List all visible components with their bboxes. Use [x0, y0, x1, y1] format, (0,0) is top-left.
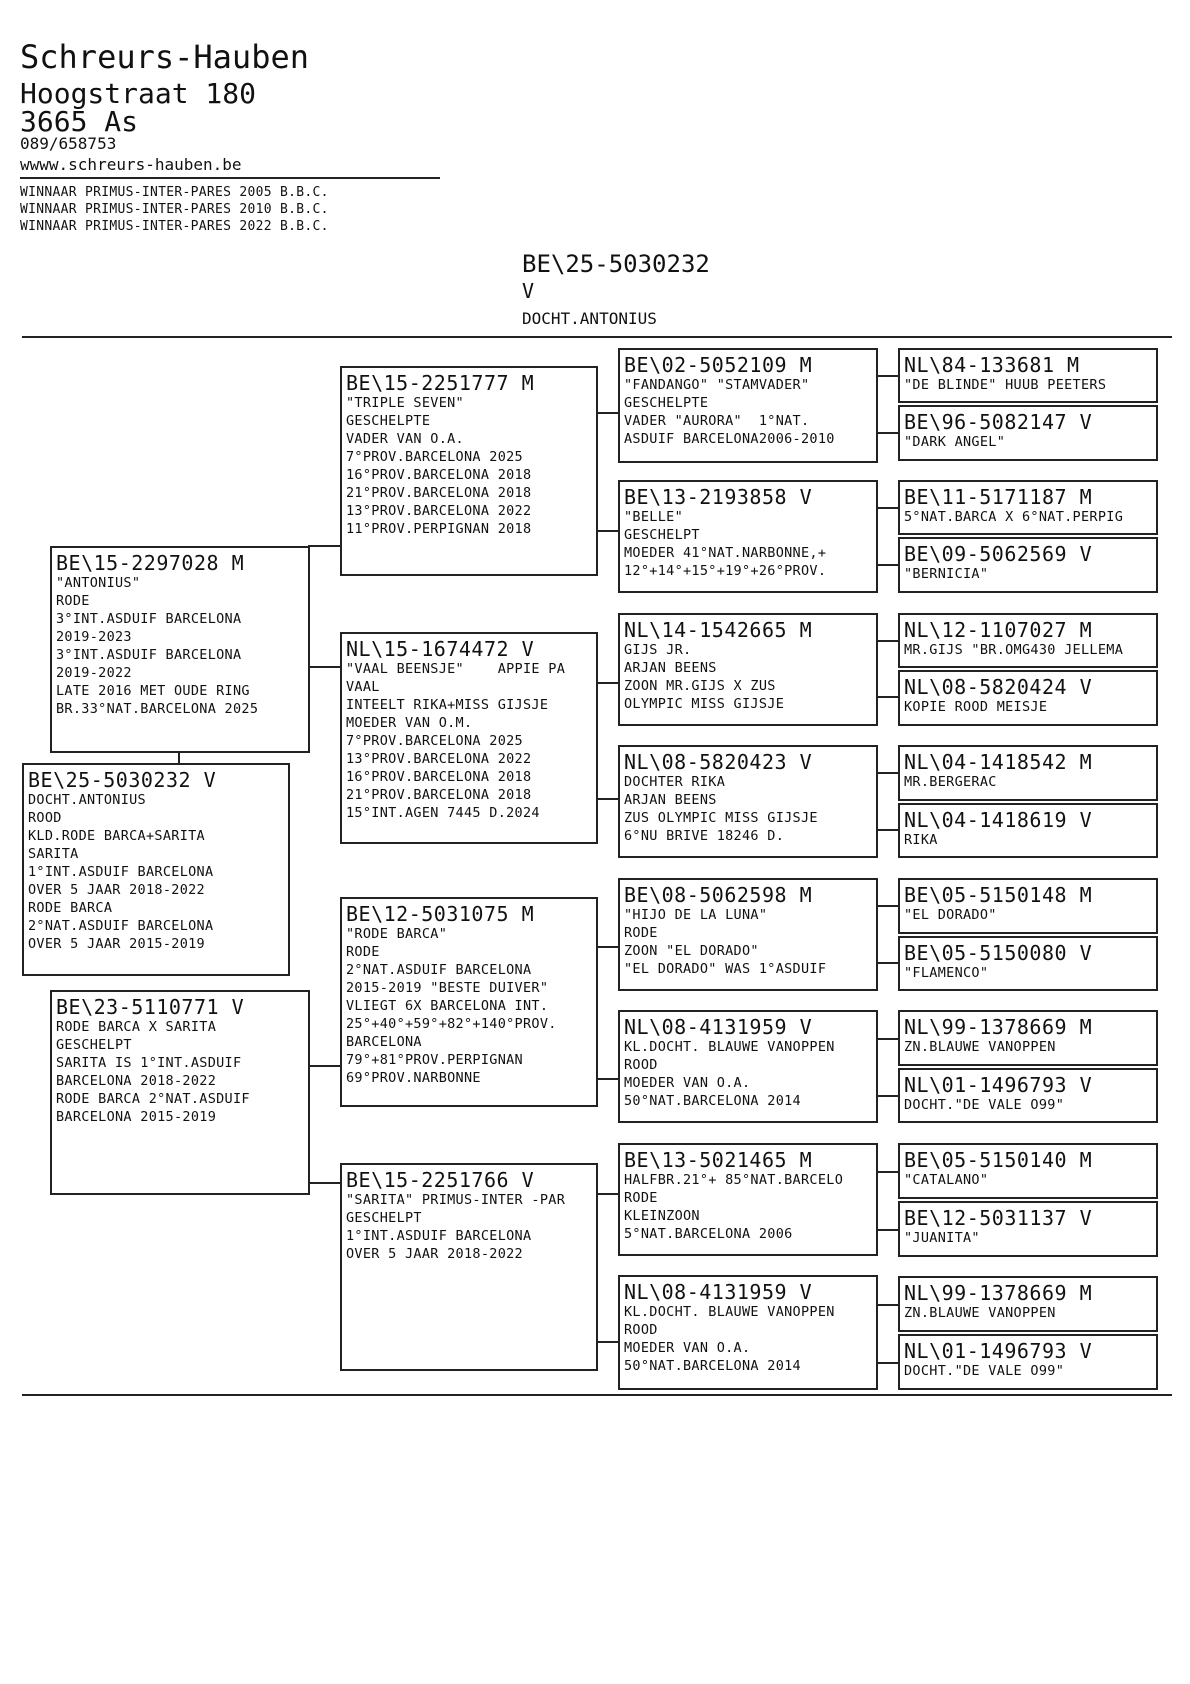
- connector-line: [308, 545, 340, 547]
- connector-line: [308, 1065, 340, 1067]
- bird-details: HALFBR.21°+ 85°NAT.BARCELO RODE KLEINZOON 5°NAT.BARCELONA 2006: [624, 1172, 844, 1242]
- ring-number: NL\08-4131959 V: [624, 1015, 813, 1039]
- ring-number: BE\08-5062598 M: [624, 883, 813, 907]
- bird-details: 5°NAT.BARCA X 6°NAT.PERPIG: [904, 509, 1124, 525]
- connector-line: [876, 905, 898, 907]
- ring-number: BE\12-5031075 M: [346, 902, 535, 926]
- ring-number: NL\99-1378669 M: [904, 1281, 1093, 1305]
- connector-line: [876, 1362, 898, 1364]
- bird-details: "TRIPLE SEVEN" GESCHELPTE VADER VAN O.A. 7°PROV.BARCELONA 2025 16°PROV.BARCELONA 2018 21°PROV.BARCELONA 2018 13°PROV.BARCELONA 2022 11°PROV.PERPIGNAN 2018: [346, 395, 532, 537]
- pedigree-box-gen4[interactable]: [898, 670, 1158, 726]
- connector-line: [876, 772, 898, 774]
- connector-line: [876, 432, 898, 434]
- connector-line: [876, 507, 898, 509]
- bird-details: DOCHT.ANTONIUS ROOD KLD.RODE BARCA+SARITA SARITA 1°INT.ASDUIF BARCELONA OVER 5 JAAR 2018-2022 RODE BARCA 2°NAT.ASDUIF BARCELONA OVER 5 JAAR 2015-2019: [28, 792, 214, 952]
- bird-details: "JUANITA": [904, 1230, 980, 1246]
- bird-details: KL.DOCHT. BLAUWE VANOPPEN ROOD MOEDER VAN O.A. 50°NAT.BARCELONA 2014: [624, 1304, 835, 1374]
- bird-details: RIKA: [904, 832, 938, 848]
- ring-number: BE\13-5021465 M: [624, 1148, 813, 1172]
- bird-details: "BELLE" GESCHELPT MOEDER 41°NAT.NARBONNE,+ 12°+14°+15°+19°+26°PROV.: [624, 509, 827, 579]
- bird-details: DOCHTER RIKA ARJAN BEENS ZUS OLYMPIC MISS GIJSJE 6°NU BRIVE 18246 D.: [624, 774, 818, 844]
- bird-details: "FANDANGO" "STAMVADER" GESCHELPTE VADER "AURORA" 1°NAT. ASDUIF BARCELONA2006-2010: [624, 377, 835, 447]
- bird-details: MR.GIJS "BR.OMG430 JELLEMA: [904, 642, 1124, 658]
- connector-line: [876, 696, 898, 698]
- connector-line: [876, 1304, 898, 1306]
- bird-details: "CATALANO": [904, 1172, 989, 1188]
- pedigree-box-dam[interactable]: [50, 990, 310, 1195]
- connector-line: [596, 798, 618, 800]
- breeder-name: Schreurs-Hauben: [20, 38, 309, 76]
- pedigree-box-gen4[interactable]: [898, 613, 1158, 668]
- pedigree-bottom-divider: [22, 1394, 1172, 1396]
- pedigree-box-sire-sire[interactable]: [340, 366, 598, 576]
- bird-details: DOCHT."DE VALE O99": [904, 1363, 1065, 1379]
- breeder-phone: 089/658753: [20, 134, 117, 153]
- connector-line: [308, 666, 340, 668]
- pedigree-box-gen4[interactable]: [898, 1201, 1158, 1257]
- award-line: WINNAAR PRIMUS-INTER-PARES 2010 B.B.C.: [20, 202, 329, 217]
- ring-number: BE\25-5030232 V: [28, 768, 217, 792]
- connector-line: [596, 682, 618, 684]
- ring-number: BE\15-2251777 M: [346, 371, 535, 395]
- bird-details: "EL DORADO": [904, 907, 997, 923]
- ring-number: NL\08-5820424 V: [904, 675, 1093, 699]
- connector-line: [876, 962, 898, 964]
- pedigree-box-gen4[interactable]: [898, 348, 1158, 403]
- pedigree-box-dam-sire[interactable]: [340, 897, 598, 1107]
- bird-details: "VAAL BEENSJE" APPIE PA VAAL INTEELT RIKA+MISS GIJSJE MOEDER VAN O.M. 7°PROV.BARCELONA 2025 13°PROV.BARCELONA 2022 16°PROV.BARCELONA 2018 21°PROV.BARCELONA 2018 15°INT.AGEN 7445 D.2024: [346, 661, 566, 821]
- pedigree-box-gen3[interactable]: [618, 1010, 878, 1123]
- connector-line: [876, 1038, 898, 1040]
- ring-number: NL\14-1542665 M: [624, 618, 813, 642]
- connector-line: [596, 1341, 618, 1343]
- connector-line: [876, 829, 898, 831]
- ring-number: NL\01-1496793 V: [904, 1339, 1093, 1363]
- bird-details: GIJS JR. ARJAN BEENS ZOON MR.GIJS X ZUS OLYMPIC MISS GIJSJE: [624, 642, 785, 712]
- pedigree-box-gen4[interactable]: [898, 480, 1158, 535]
- pedigree-box-gen4[interactable]: [898, 1143, 1158, 1199]
- ring-number: BE\12-5031137 V: [904, 1206, 1093, 1230]
- pedigree-box-sire-dam[interactable]: [340, 632, 598, 844]
- ring-number: NL\04-1418542 M: [904, 750, 1093, 774]
- ring-number: NL\08-4131959 V: [624, 1280, 813, 1304]
- award-line: WINNAAR PRIMUS-INTER-PARES 2005 B.B.C.: [20, 185, 329, 200]
- connector-line: [596, 412, 618, 414]
- ring-number: BE\23-5110771 V: [56, 995, 245, 1019]
- connector-line: [596, 946, 618, 948]
- subject-ring-number: BE\25-5030232: [522, 250, 710, 278]
- pedigree-box-gen4[interactable]: [898, 1276, 1158, 1332]
- ring-number: NL\99-1378669 M: [904, 1015, 1093, 1039]
- pedigree-box-gen3[interactable]: [618, 613, 878, 726]
- ring-number: BE\05-5150148 M: [904, 883, 1093, 907]
- bird-details: KOPIE ROOD MEISJE: [904, 699, 1048, 715]
- bird-details: "DARK ANGEL": [904, 434, 1006, 450]
- pedigree-box-dam-dam[interactable]: [340, 1163, 598, 1371]
- pedigree-box-gen3[interactable]: [618, 1143, 878, 1256]
- bird-details: "HIJO DE LA LUNA" RODE ZOON "EL DORADO" "EL DORADO" WAS 1°ASDUIF: [624, 907, 827, 977]
- connector-line: [876, 1095, 898, 1097]
- bird-details: ZN.BLAUWE VANOPPEN: [904, 1039, 1056, 1055]
- ring-number: BE\02-5052109 M: [624, 353, 813, 377]
- bird-details: "RODE BARCA" RODE 2°NAT.ASDUIF BARCELONA 2015-2019 "BESTE DUIVER" VLIEGT 6X BARCELONA INT. 25°+40°+59°+82°+140°PROV. BARCELONA 79°+81°PROV.PERPIGNAN 69°PROV.NARBONNE: [346, 926, 557, 1086]
- ring-number: BE\15-2251766 V: [346, 1168, 535, 1192]
- bird-details: "SARITA" PRIMUS-INTER -PAR GESCHELPT 1°INT.ASDUIF BARCELONA OVER 5 JAAR 2018-2022: [346, 1192, 566, 1262]
- pedigree-box-gen4[interactable]: [898, 1068, 1158, 1123]
- breeder-street: Hoogstraat 180: [20, 77, 257, 110]
- ring-number: BE\15-2297028 M: [56, 551, 245, 575]
- bird-details: "DE BLINDE" HUUB PEETERS: [904, 377, 1107, 393]
- ring-number: NL\08-5820423 V: [624, 750, 813, 774]
- connector-line: [876, 1229, 898, 1231]
- ring-number: NL\15-1674472 V: [346, 637, 535, 661]
- pedigree-box-gen4[interactable]: [898, 1334, 1158, 1390]
- pedigree-box-gen3[interactable]: [618, 480, 878, 593]
- pedigree-box-gen4[interactable]: [898, 537, 1158, 593]
- bird-details: ZN.BLAUWE VANOPPEN: [904, 1305, 1056, 1321]
- ring-number: NL\12-1107027 M: [904, 618, 1093, 642]
- header-divider: [20, 177, 440, 179]
- ring-number: BE\05-5150140 M: [904, 1148, 1093, 1172]
- connector-line: [876, 375, 898, 377]
- pedigree-box-gen3[interactable]: [618, 1275, 878, 1390]
- pedigree-top-divider: [22, 336, 1172, 338]
- pedigree-box-subject[interactable]: [22, 763, 290, 976]
- bird-details: "ANTONIUS" RODE 3°INT.ASDUIF BARCELONA 2019-2023 3°INT.ASDUIF BARCELONA 2019-2022 LATE 2016 MET OUDE RING BR.33°NAT.BARCELONA 2025: [56, 575, 259, 717]
- bird-details: RODE BARCA X SARITA GESCHELPT SARITA IS 1°INT.ASDUIF BARCELONA 2018-2022 RODE BARCA 2°NAT.ASDUIF BARCELONA 2015-2019: [56, 1019, 250, 1125]
- ring-number: BE\05-5150080 V: [904, 941, 1093, 965]
- pedigree-box-gen4[interactable]: [898, 878, 1158, 934]
- pedigree-box-sire[interactable]: [50, 546, 310, 753]
- connector-line: [596, 530, 618, 532]
- connector-line: [876, 640, 898, 642]
- subject-name: DOCHT.ANTONIUS: [522, 309, 657, 328]
- connector-line: [596, 1078, 618, 1080]
- bird-details: "FLAMENCO": [904, 965, 989, 981]
- ring-number: BE\96-5082147 V: [904, 410, 1093, 434]
- ring-number: BE\09-5062569 V: [904, 542, 1093, 566]
- ring-number: BE\11-5171187 M: [904, 485, 1093, 509]
- connector-line: [308, 1182, 340, 1184]
- bird-details: KL.DOCHT. BLAUWE VANOPPEN ROOD MOEDER VAN O.A. 50°NAT.BARCELONA 2014: [624, 1039, 835, 1109]
- award-line: WINNAAR PRIMUS-INTER-PARES 2022 B.B.C.: [20, 219, 329, 234]
- bird-details: MR.BERGERAC: [904, 774, 997, 790]
- breeder-website[interactable]: wwww.schreurs-hauben.be: [20, 155, 242, 174]
- breeder-city: 3665 As: [20, 105, 139, 138]
- ring-number: BE\13-2193858 V: [624, 485, 813, 509]
- connector-line: [876, 1171, 898, 1173]
- pedigree-box-gen4[interactable]: [898, 405, 1158, 461]
- pedigree-box-gen4[interactable]: [898, 1010, 1158, 1066]
- pedigree-box-gen3[interactable]: [618, 348, 878, 463]
- bird-details: "BERNICIA": [904, 566, 989, 582]
- pedigree-box-gen3[interactable]: [618, 745, 878, 858]
- connector-line: [876, 564, 898, 566]
- ring-number: NL\84-133681 M: [904, 353, 1080, 377]
- bird-details: DOCHT."DE VALE O99": [904, 1097, 1065, 1113]
- pedigree-box-gen4[interactable]: [898, 803, 1158, 858]
- ring-number: NL\04-1418619 V: [904, 808, 1093, 832]
- pedigree-box-gen4[interactable]: [898, 745, 1158, 801]
- subject-sex: V: [522, 279, 535, 303]
- connector-line: [178, 752, 180, 763]
- pedigree-box-gen4[interactable]: [898, 936, 1158, 991]
- connector-line: [596, 1193, 618, 1195]
- ring-number: NL\01-1496793 V: [904, 1073, 1093, 1097]
- pedigree-box-gen3[interactable]: [618, 878, 878, 991]
